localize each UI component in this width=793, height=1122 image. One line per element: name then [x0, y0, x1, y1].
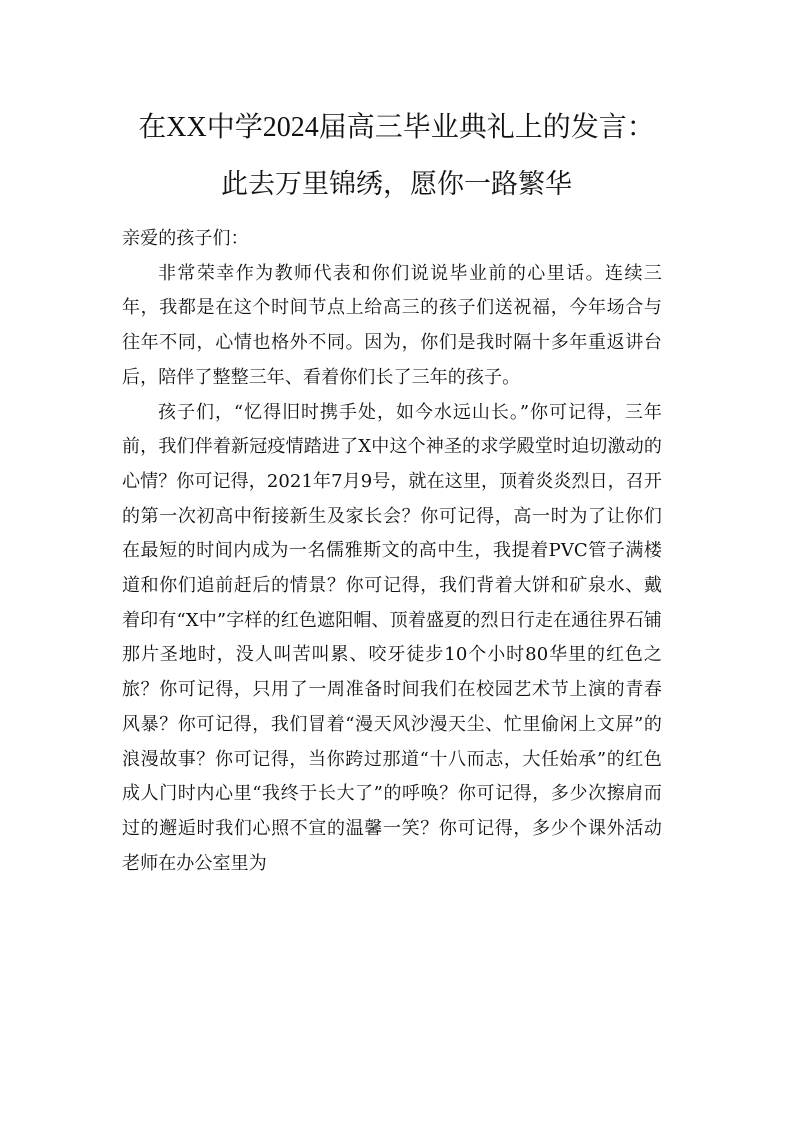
salutation: 亲爱的孩子们：: [122, 228, 249, 249]
paragraph-2: 孩子们，“忆得旧时携手处，如今水远山长。”你可记得，三年前，我们伴着新冠疫情踏进了X中这个神圣的求学殿堂时迫切激动的心情？你可记得，2021年7月9号，就在这里，顶着炎炎烈日，召开的第一次初高中衔接新生及家长会？你可记得，高一时为了让你们在最短的时间内成为一名儒雅斯文的高中生，我提着PVC管子满楼道和你们追前赶后的情景？你可记得，我们背着大饼和矿泉水、戴着印有“X中”字样的红色遮阳帽、顶着盛夏的烈日行走在通往界石铺那片圣地时，没人叫苦叫累、咬牙徒步10个小时80华里的红色之旅？你可记得，只用了一周准备时间我们在校园艺术节上演的青春风暴？你可记得，我们冒着“漫天风沙漫天尘、忙里偷闲上文屏”的浪漫故事？你可记得，当你跨过那道“十八而志，大任始承”的红色成人门时内心里“我终于长大了”的呼唤？你可记得，多少次擦肩而过的邂逅时我们心照不宣的温馨一笑？你可记得，多少个课外活动老师在办公室里为: [122, 401, 662, 874]
document-body: [122, 222, 662, 881]
document-title-line-2: 此去万里锦绣，愿你一路繁华: [221, 169, 572, 200]
document-title-line-1: 在XX中学2024届高三毕业典礼上的发言：: [138, 112, 655, 143]
paragraph-1: 非常荣幸作为教师代表和你们说说毕业前的心里话。连续三年，我都是在这个时间节点上给高三的孩子们送祝福，今年场合与往年不同，心情也格外不同。因为，你们是我时隔十多年重返讲台后，陪伴了整整三年、看着你们长了三年的孩子。: [122, 262, 662, 388]
